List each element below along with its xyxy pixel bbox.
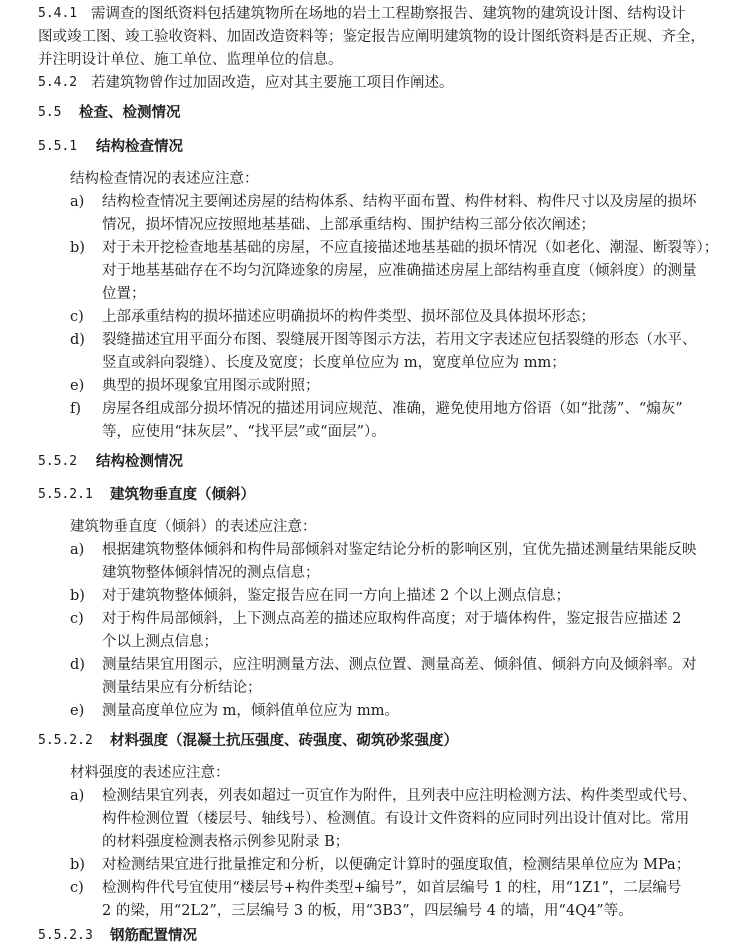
list-item-line: 裂缝描述宜用平面分布图、裂缝展开图等图示方法，若用文字表述应包括裂缝的形态（水平、 bbox=[102, 332, 697, 348]
list-item bbox=[102, 540, 697, 583]
subsubsection-number: 5.5.2.3 bbox=[38, 928, 93, 943]
clause-number: 5.4.2 bbox=[38, 75, 78, 90]
clause-5-4-1-line-3: 并注明设计单位、施工单位、监理单位的信息。 bbox=[38, 52, 343, 68]
section-number: 5.5 bbox=[38, 105, 62, 120]
list-item: 对于建筑物整体倾斜，鉴定报告应在同一方向上描述 2 个以上测点信息； bbox=[102, 588, 570, 604]
list-item-line: 对于未开挖检查地基基础的房屋，不应直接描述地基基础的损坏情况（如老化、潮湿、断裂等）； bbox=[102, 240, 719, 256]
list-label: c) bbox=[70, 611, 84, 627]
list-item-line: 情况，损坏情况应按照地基基础、上部承重结构、围护结构三部分依次阐述； bbox=[102, 217, 595, 233]
clause-5-4-1-line-1: 需调查的图纸资料包括建筑物所在场地的岩土工程勘察报告、建筑物的建筑设计图、结构设计 bbox=[91, 6, 686, 22]
list-item-line: 位置； bbox=[102, 286, 146, 302]
intro-text: 建筑物垂直度（倾斜）的表述应注意： bbox=[70, 519, 317, 535]
list-item: 上部承重结构的损坏描述应明确损坏的构件类型、损坏部位及具体损坏形态； bbox=[102, 309, 595, 325]
list-label: a) bbox=[70, 194, 85, 210]
list-item-line: 的材料强度检测表格示例参见附录 B； bbox=[102, 834, 350, 850]
list-label: d) bbox=[70, 657, 85, 673]
list-label: c) bbox=[70, 880, 84, 896]
subsection-number: 5.5.1 bbox=[38, 139, 78, 154]
list-item: 对检测结果宜进行批量推定和分析，以便确定计算时的强度取值，检测结果单位应为 MPa； bbox=[102, 857, 691, 873]
list-item-line: 结构检查情况主要阐述房屋的结构体系、结构平面布置、构件材料、构件尺寸以及房屋的损坏 bbox=[102, 194, 697, 210]
list-item-line: 对于地基基础存在不均匀沉降迹象的房屋，应准确描述房屋上部结构垂直度（倾斜度）的测量 bbox=[102, 263, 697, 279]
intro-text: 材料强度的表述应注意： bbox=[70, 765, 230, 781]
list-item: 测量高度单位应为 m，倾斜值单位应为 mm。 bbox=[102, 703, 399, 719]
list-label: c) bbox=[70, 309, 84, 325]
list-item bbox=[102, 609, 681, 652]
list-item: 典型的损坏现象宜用图示或附照； bbox=[102, 378, 320, 394]
list-label: e) bbox=[70, 378, 85, 394]
subsection-title: 结构检查情况 bbox=[96, 139, 183, 155]
list-item-line: 根据建筑物整体倾斜和构件局部倾斜对鉴定结论分析的影响区别，宜优先描述测量结果能反映 bbox=[102, 542, 697, 558]
clause-5-4-2-text: 若建筑物曾作过加固改造，应对其主要施工项目作阐述。 bbox=[91, 75, 454, 91]
list-label: b) bbox=[70, 588, 85, 604]
list-item-line: 对于构件局部倾斜，上下测点高差的描述应取构件高度；对于墙体构件，鉴定报告应描述 2 bbox=[102, 611, 682, 627]
list-item-line: 检测结果宜列表，列表如超过一页宜作为附件，且列表中应注明检测方法、构件类型或代号、 bbox=[102, 788, 697, 804]
list-item-line: 等，应使用“抹灰层”、“找平层”或“面层”）。 bbox=[102, 424, 386, 440]
clause-5-4-1-line-2: 图或竣工图、竣工验收资料、加固改造资料等；鉴定报告应阐明建筑物的设计图纸资料是否正规、齐全， bbox=[38, 29, 705, 45]
list-item-line: 构件检测位置（楼层号、轴线号）、检测值。有设计文件资料的应同时列出设计值对比。常用 bbox=[102, 811, 690, 827]
subsubsection-number: 5.5.2.1 bbox=[38, 487, 93, 502]
section-title: 检查、检测情况 bbox=[79, 105, 181, 121]
list-label: a) bbox=[70, 542, 85, 558]
list-label: b) bbox=[70, 240, 85, 256]
intro-text: 结构检查情况的表述应注意： bbox=[70, 171, 259, 187]
list-label: e) bbox=[70, 703, 85, 719]
list-item-line: 测量结果应有分析结论； bbox=[102, 680, 262, 696]
list-label: a) bbox=[70, 788, 85, 804]
list-item-line: 测量结果宜用图示，应注明测量方法、测点位置、测量高差、倾斜值、倾斜方向及倾斜率。对 bbox=[102, 657, 697, 673]
subsection-title: 结构检测情况 bbox=[96, 454, 183, 470]
list-label: d) bbox=[70, 332, 85, 348]
subsubsection-title: 钢筋配置情况 bbox=[110, 928, 197, 944]
clause-number: 5.4.1 bbox=[38, 6, 78, 21]
list-item bbox=[102, 330, 697, 373]
list-item bbox=[102, 238, 718, 304]
subsubsection-title: 材料强度（混凝土抗压强度、砖强度、砌筑砂浆强度） bbox=[110, 733, 458, 749]
list-item bbox=[102, 786, 697, 852]
list-item-line: 2 的梁，用“2L2”，三层编号 3 的板，用“3B3”，四层编号 4 的墙，用“4Q4”等。 bbox=[102, 903, 633, 919]
list-item-line: 个以上测点信息； bbox=[102, 634, 218, 650]
subsubsection-title: 建筑物垂直度（倾斜） bbox=[110, 487, 255, 503]
list-item-line: 建筑物整体倾斜情况的测点信息； bbox=[102, 565, 320, 581]
subsection-number: 5.5.2 bbox=[38, 454, 78, 469]
list-item-line: 竖直或斜向裂缝）、长度及宽度；长度单位应为 m，宽度单位应为 mm； bbox=[102, 355, 566, 371]
subsubsection-number: 5.5.2.2 bbox=[38, 733, 93, 748]
list-label: f) bbox=[70, 401, 82, 417]
list-item bbox=[102, 192, 697, 235]
list-label: b) bbox=[70, 857, 85, 873]
list-item-line: 检测构件代号宜使用“楼层号+构件类型+编号”，如首层编号 1 的柱，用“1Z1”，二层编号 bbox=[102, 880, 682, 896]
list-item-line: 房屋各组成部分损坏情况的描述用词应规范、准确，避免使用地方俗语（如“批荡”、“煽灰” bbox=[102, 401, 683, 417]
list-item bbox=[102, 655, 697, 698]
list-item bbox=[102, 878, 681, 921]
list-item bbox=[102, 399, 683, 442]
